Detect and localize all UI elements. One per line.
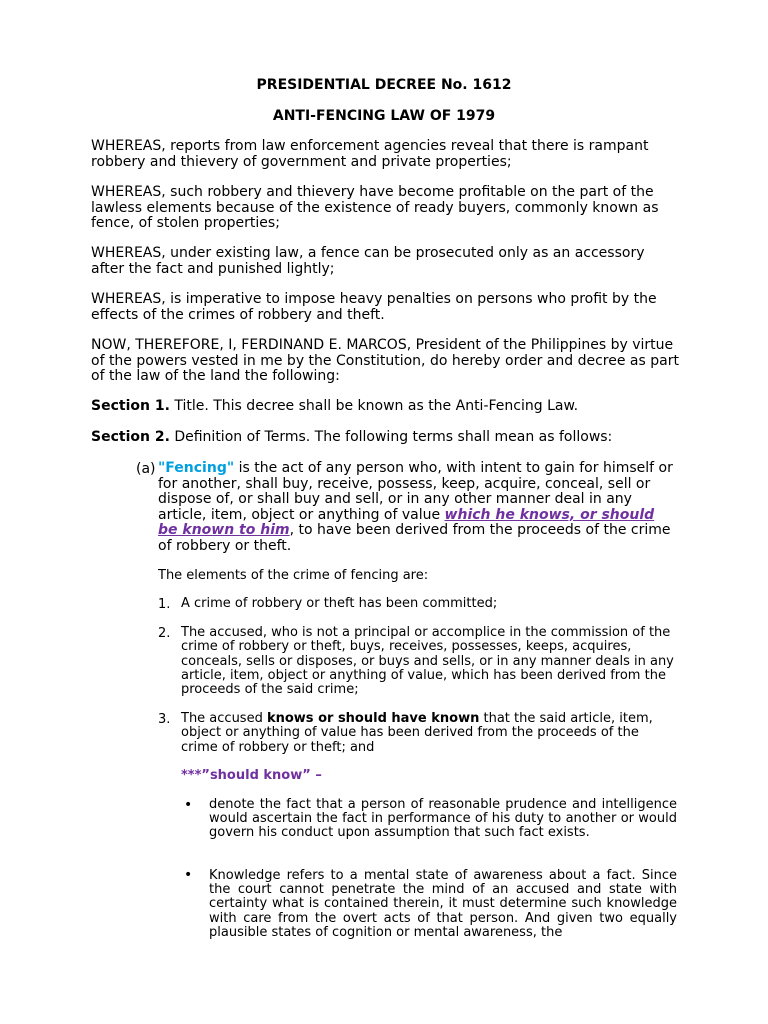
list-item-text: The accused bbox=[181, 711, 267, 726]
whereas-paragraph: WHEREAS, under existing law, a fence can be prosecuted only as an accessory after the fact and punished lightly; bbox=[91, 245, 645, 277]
list-number: 2. bbox=[158, 626, 171, 641]
bullet-icon: • bbox=[184, 797, 193, 813]
now-therefore-paragraph: NOW, THEREFORE, I, FERDINAND E. MARCOS, President of the Philippines by virtue of the powers vested in me by the Constitution, do hereby order and decree as part of the law of the land the following: bbox=[91, 337, 679, 384]
whereas-paragraph: WHEREAS, reports from law enforcement agencies reveal that there is rampant robbery and thievery of government and private properties; bbox=[91, 138, 649, 170]
section-text: Title. This decree shall be known as the Anti-Fencing Law. bbox=[169, 398, 579, 414]
whereas-paragraph: WHEREAS, such robbery and thievery have become profitable on the part of the lawless elements because of the existence of ready buyers, commonly known as fence, of stolen properties; bbox=[91, 184, 659, 231]
list-number: 3. bbox=[158, 712, 171, 727]
bullet-item: Knowledge refers to a mental state of awareness about a fact. Since the court cannot penetrate the mind of an accused and state with certainty what is contained therein, it must determine such knowledge with care from the overt acts of that person. And given two equally plausible states of cognition or mental awareness, the bbox=[209, 868, 677, 940]
fencing-definition bbox=[158, 461, 678, 554]
law-title: ANTI-FENCING LAW OF 1979 bbox=[272, 108, 496, 124]
decree-title: PRESIDENTIAL DECREE No. 1612 bbox=[256, 77, 512, 93]
list-item bbox=[181, 712, 676, 755]
fencing-text: is the act of any person who, with intent to gain for himself or for another, shall buy, receive, possess, keep, acquire, conceal, sell or dispose of, or shall buy and sell, or in any other manner deal in any article, item, object or anything of value bbox=[158, 460, 673, 523]
bold-phrase: knows or should have known bbox=[266, 711, 480, 726]
emphasis-text: which he knows, or should be known to him bbox=[158, 506, 655, 538]
bullet-icon: • bbox=[184, 867, 193, 883]
elements-intro: The elements of the crime of fencing are: bbox=[158, 568, 429, 583]
section-label: Section 1. bbox=[91, 398, 170, 414]
fencing-term: "Fencing" bbox=[158, 460, 235, 476]
section-2 bbox=[91, 430, 681, 446]
section-text: Definition of Terms. The following terms shall mean as follows: bbox=[169, 429, 613, 445]
list-item: The accused, who is not a principal or accomplice in the commission of the crime of robbery or theft, buys, receives, possesses, keeps, acquires, conceals, sells or disposes, or buys and sells, or in any manner deals in any article, item, object or anything of value, which has been derived from the proceeds of the said crime; bbox=[181, 625, 674, 698]
section-label: Section 2. bbox=[91, 429, 170, 445]
item-a-label: (a) bbox=[136, 461, 156, 477]
list-number: 1. bbox=[158, 597, 171, 612]
list-item: A crime of robbery or theft has been committed; bbox=[181, 596, 498, 611]
bullet-item: denote the fact that a person of reasonable prudence and intelligence would ascertain the fact in performance of his duty to another or would govern his conduct upon assumption that such fact exists. bbox=[209, 797, 677, 841]
whereas-paragraph: WHEREAS, is imperative to impose heavy penalties on persons who profit by the effects of the crimes of robbery and theft. bbox=[91, 291, 657, 323]
list-item-text: that the said article, item, object or anything of value has been derived from the proceeds of the crime of robbery or theft; and bbox=[181, 711, 653, 755]
fencing-text-end: , to have been derived from the proceeds of the crime of robbery or theft. bbox=[158, 522, 671, 554]
section-1 bbox=[91, 399, 681, 415]
should-know-heading: ***”should know” – bbox=[181, 768, 322, 783]
